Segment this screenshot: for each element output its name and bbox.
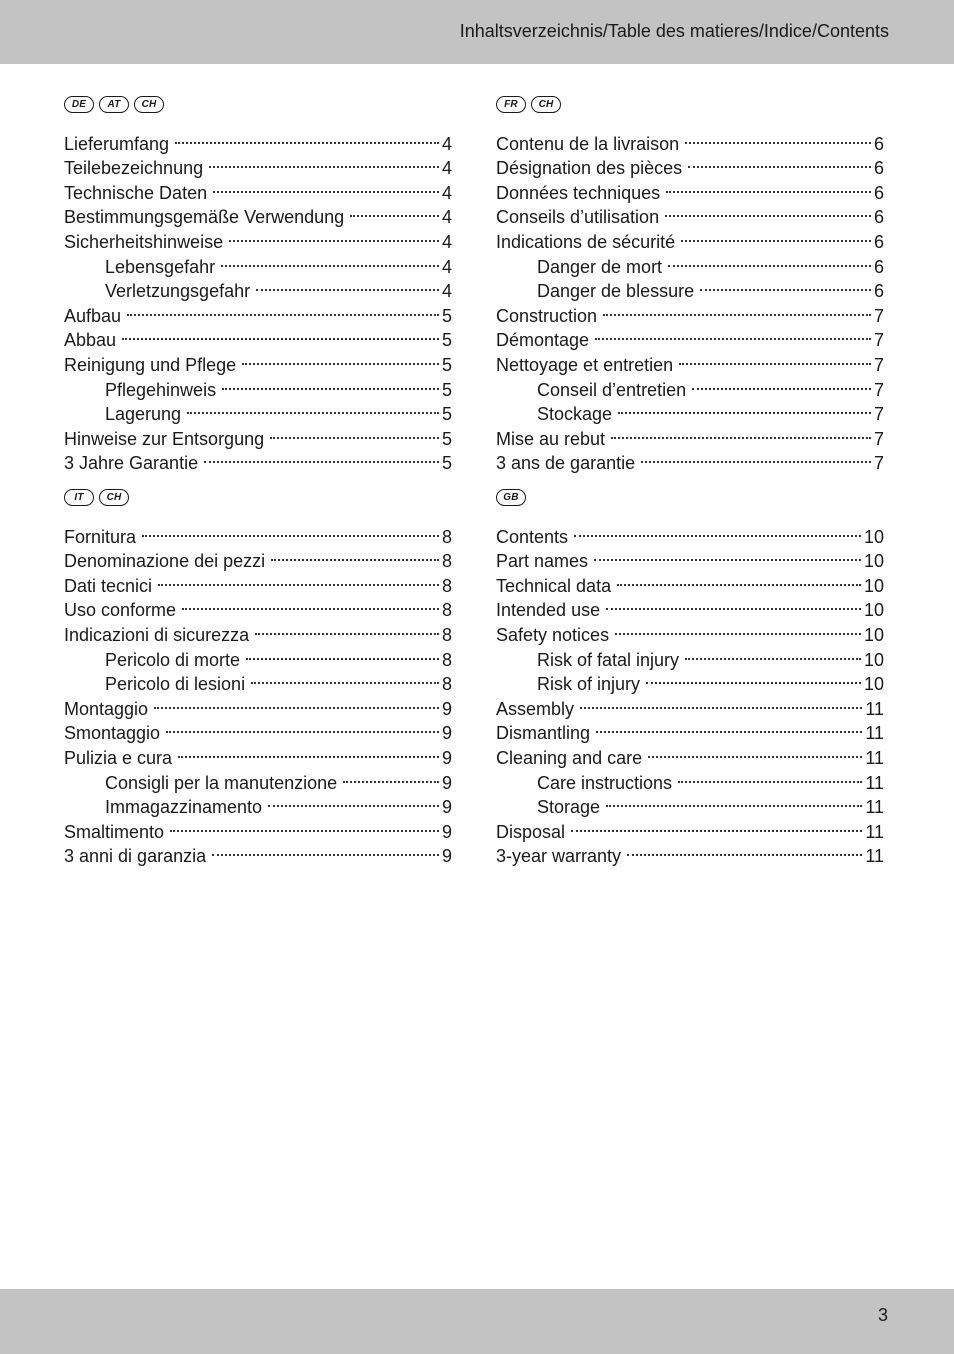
toc-entry-label: Danger de blessure bbox=[537, 281, 695, 302]
dot-leader bbox=[170, 813, 439, 838]
footer-band bbox=[0, 1289, 954, 1354]
page-title: Inhaltsverzeichnis/Table des matieres/Indice/Contents bbox=[459, 21, 889, 41]
toc-entry-label: Smaltimento bbox=[64, 821, 165, 842]
toc-entry-page: 9 bbox=[441, 698, 452, 719]
toc-entry-label: Fornitura bbox=[64, 526, 137, 547]
toc-entry-label: Intended use bbox=[496, 600, 601, 621]
toc-entry-page: 10 bbox=[863, 575, 884, 596]
toc-entry-page: 8 bbox=[441, 575, 452, 596]
toc-entry-label: Risk of fatal injury bbox=[537, 649, 680, 670]
dot-leader bbox=[246, 641, 439, 666]
toc-entry-page: 5 bbox=[441, 305, 452, 326]
dot-leader bbox=[615, 616, 861, 641]
toc-entry-page: 11 bbox=[865, 821, 884, 842]
toc-entry-label: Denominazione dei pezzi bbox=[64, 551, 266, 572]
language-badges bbox=[64, 96, 452, 118]
toc-entry-page: 5 bbox=[441, 404, 452, 425]
dot-leader bbox=[685, 641, 861, 666]
toc-entry-page: 10 bbox=[863, 600, 884, 621]
toc-entry-label: Pulizia e cura bbox=[64, 747, 173, 768]
language-badge-ch: CH bbox=[134, 96, 164, 113]
toc-entry-page: 4 bbox=[441, 182, 452, 203]
toc-entry-label: Données techniques bbox=[496, 182, 661, 203]
dot-leader bbox=[580, 690, 862, 715]
dot-leader bbox=[350, 199, 439, 224]
toc-entry-page: 11 bbox=[865, 698, 884, 719]
toc-entry-label: Disposal bbox=[496, 821, 566, 842]
toc-entry-label: Technical data bbox=[496, 575, 612, 596]
dot-leader bbox=[618, 396, 871, 421]
toc-entry-label: Uso conforme bbox=[64, 600, 177, 621]
dot-leader bbox=[213, 174, 439, 199]
toc-entry-page: 6 bbox=[873, 207, 884, 228]
toc-entry-label: Mise au rebut bbox=[496, 428, 606, 449]
dot-leader bbox=[187, 396, 439, 421]
dot-leader bbox=[681, 223, 871, 248]
dot-leader bbox=[692, 371, 871, 396]
toc-entry-page: 9 bbox=[441, 846, 452, 867]
toc-entry-label: Technische Daten bbox=[64, 182, 208, 203]
toc-entry-label: Aufbau bbox=[64, 305, 122, 326]
toc-entry-label: Dismantling bbox=[496, 723, 591, 744]
toc-entry-label: Storage bbox=[537, 797, 601, 818]
toc-entry-label: Teilebezeichnung bbox=[64, 158, 204, 179]
toc-entry-page: 10 bbox=[863, 674, 884, 695]
toc-entry-label: Dati tecnici bbox=[64, 575, 153, 596]
toc-entry-page: 10 bbox=[863, 624, 884, 645]
toc-entry bbox=[496, 125, 884, 154]
toc-entry-page: 7 bbox=[873, 453, 884, 474]
toc-entry-page: 8 bbox=[441, 649, 452, 670]
dot-leader bbox=[221, 248, 439, 273]
toc-entry-page: 4 bbox=[441, 158, 452, 179]
toc-entry-page: 9 bbox=[441, 747, 452, 768]
toc-entry-label: Stockage bbox=[537, 404, 613, 425]
toc-entry-page: 5 bbox=[441, 330, 452, 351]
dot-leader bbox=[688, 150, 871, 175]
language-badges bbox=[496, 489, 884, 511]
dot-leader bbox=[229, 223, 439, 248]
dot-leader bbox=[665, 199, 871, 224]
toc-entry-page: 6 bbox=[873, 133, 884, 154]
toc-section-gb bbox=[496, 489, 884, 867]
toc-entry-page: 9 bbox=[441, 723, 452, 744]
toc-entry-label: Bestimmungsgemäße Verwendung bbox=[64, 207, 345, 228]
toc-entry-page: 7 bbox=[873, 379, 884, 400]
toc-entry-label: 3 anni di garanzia bbox=[64, 846, 207, 867]
toc-entry-page: 4 bbox=[441, 133, 452, 154]
header-band bbox=[0, 0, 954, 64]
toc-entry bbox=[64, 518, 452, 547]
dot-leader bbox=[127, 297, 439, 322]
toc-entry bbox=[496, 518, 884, 547]
toc-entry-label: Construction bbox=[496, 305, 598, 326]
toc-entry-page: 6 bbox=[873, 158, 884, 179]
dot-leader bbox=[700, 273, 871, 298]
toc-entry-page: 11 bbox=[865, 772, 884, 793]
toc-entry-page: 9 bbox=[441, 772, 452, 793]
toc-entry-page: 7 bbox=[873, 305, 884, 326]
dot-leader bbox=[212, 838, 439, 863]
language-badges bbox=[64, 489, 452, 511]
dot-leader bbox=[595, 322, 871, 347]
toc-section-it bbox=[64, 489, 452, 867]
dot-leader bbox=[158, 567, 439, 592]
toc-entry-label: Conseils d’utilisation bbox=[496, 207, 660, 228]
toc-entry-label: Contenu de la livraison bbox=[496, 133, 680, 154]
toc-entry-page: 6 bbox=[873, 182, 884, 203]
toc-entry-page: 9 bbox=[441, 821, 452, 842]
dot-leader bbox=[166, 715, 439, 740]
toc-entry-label: Lagerung bbox=[105, 404, 182, 425]
dot-leader bbox=[222, 371, 439, 396]
toc-entry-label: Verletzungsgefahr bbox=[105, 281, 251, 302]
toc-entry-page: 11 bbox=[865, 797, 884, 818]
toc-entry-label: Nettoyage et entretien bbox=[496, 354, 674, 375]
toc-entry-page: 8 bbox=[441, 624, 452, 645]
dot-leader bbox=[685, 125, 871, 150]
dot-leader bbox=[175, 125, 439, 150]
dot-leader bbox=[641, 445, 871, 470]
toc-section-fr bbox=[496, 96, 884, 474]
toc-entry-label: Consigli per la manutenzione bbox=[105, 772, 338, 793]
dot-leader bbox=[178, 739, 439, 764]
dot-leader bbox=[343, 764, 439, 789]
toc-entry-label: Conseil d’entretien bbox=[537, 379, 687, 400]
toc-entry-page: 5 bbox=[441, 379, 452, 400]
dot-leader bbox=[204, 445, 439, 470]
toc-entry-label: Pflegehinweis bbox=[105, 379, 217, 400]
dot-leader bbox=[648, 739, 862, 764]
toc-section-de bbox=[64, 96, 452, 474]
toc-entry-page: 8 bbox=[441, 526, 452, 547]
toc-entry-label: Care instructions bbox=[537, 772, 673, 793]
toc-entry-page: 9 bbox=[441, 797, 452, 818]
dot-leader bbox=[666, 174, 871, 199]
dot-leader bbox=[255, 616, 439, 641]
toc-entry-page: 4 bbox=[441, 256, 452, 277]
toc-entry-page: 10 bbox=[863, 551, 884, 572]
dot-leader bbox=[209, 150, 439, 175]
toc-entry-label: Indicazioni di sicurezza bbox=[64, 624, 250, 645]
toc-entry-page: 7 bbox=[873, 330, 884, 351]
toc-entry-page: 5 bbox=[441, 354, 452, 375]
toc-entry-page: 7 bbox=[873, 354, 884, 375]
toc-entry-label: Indications de sécurité bbox=[496, 231, 676, 252]
language-badge-de: DE bbox=[64, 96, 94, 113]
dot-leader bbox=[242, 346, 439, 371]
dot-leader bbox=[646, 666, 861, 691]
toc-entry-page: 4 bbox=[441, 207, 452, 228]
language-badge-ch: CH bbox=[531, 96, 561, 113]
toc-entry-label: 3 ans de garantie bbox=[496, 453, 636, 474]
dot-leader bbox=[606, 789, 862, 814]
toc-entry-label: Assembly bbox=[496, 698, 575, 719]
toc-entry-label: Désignation des pièces bbox=[496, 158, 683, 179]
toc-entry-page: 10 bbox=[863, 649, 884, 670]
toc-entry-label: Immagazzinamento bbox=[105, 797, 263, 818]
dot-leader bbox=[571, 813, 862, 838]
dot-leader bbox=[182, 592, 439, 617]
toc-entry-page: 5 bbox=[441, 453, 452, 474]
toc-entry-label: Reinigung und Pflege bbox=[64, 354, 237, 375]
dot-leader bbox=[611, 420, 871, 445]
language-badge-it: IT bbox=[64, 489, 94, 506]
toc-entry-page: 6 bbox=[873, 256, 884, 277]
toc-entry-label: Hinweise zur Entsorgung bbox=[64, 428, 265, 449]
dot-leader bbox=[270, 420, 439, 445]
dot-leader bbox=[617, 567, 861, 592]
toc-entry-page: 6 bbox=[873, 231, 884, 252]
toc-entry-label: Pericolo di lesioni bbox=[105, 674, 246, 695]
toc-entry bbox=[64, 125, 452, 154]
dot-leader bbox=[668, 248, 871, 273]
dot-leader bbox=[122, 322, 439, 347]
toc-entry-page: 4 bbox=[441, 231, 452, 252]
dot-leader bbox=[679, 346, 871, 371]
toc-entry-page: 8 bbox=[441, 551, 452, 572]
language-badges bbox=[496, 96, 884, 118]
dot-leader bbox=[603, 297, 871, 322]
language-badge-gb: GB bbox=[496, 489, 526, 506]
dot-leader bbox=[154, 690, 439, 715]
toc-entry-label: Danger de mort bbox=[537, 256, 663, 277]
dot-leader bbox=[596, 715, 862, 740]
dot-leader bbox=[594, 543, 861, 568]
toc-entry-label: Contents bbox=[496, 526, 569, 547]
toc-entry-page: 6 bbox=[873, 281, 884, 302]
page-number: 3 bbox=[877, 1305, 888, 1325]
dot-leader bbox=[574, 518, 861, 543]
language-badge-at: AT bbox=[99, 96, 129, 113]
toc-entry-page: 4 bbox=[441, 281, 452, 302]
toc-entry-page: 7 bbox=[873, 428, 884, 449]
dot-leader bbox=[142, 518, 439, 543]
toc-entry-page: 5 bbox=[441, 428, 452, 449]
dot-leader bbox=[606, 592, 861, 617]
toc-entry-label: Démontage bbox=[496, 330, 590, 351]
toc-entry-page: 8 bbox=[441, 674, 452, 695]
toc-entry-label: Smontaggio bbox=[64, 723, 161, 744]
dot-leader bbox=[256, 273, 439, 298]
toc-entry-label: Sicherheitshinweise bbox=[64, 231, 224, 252]
toc-entry bbox=[64, 346, 452, 375]
toc-entry-label: 3-year warranty bbox=[496, 846, 622, 867]
dot-leader bbox=[627, 838, 862, 863]
toc-entry-label: Cleaning and care bbox=[496, 747, 643, 768]
toc-entry-label: Pericolo di morte bbox=[105, 649, 241, 670]
dot-leader bbox=[678, 764, 862, 789]
toc-entry-page: 11 bbox=[865, 846, 884, 867]
toc-entry-label: Risk of injury bbox=[537, 674, 641, 695]
language-badge-fr: FR bbox=[496, 96, 526, 113]
dot-leader bbox=[268, 789, 439, 814]
dot-leader bbox=[271, 543, 439, 568]
toc-entry-label: 3 Jahre Garantie bbox=[64, 453, 199, 474]
toc-entry-page: 8 bbox=[441, 600, 452, 621]
toc-entry-label: Abbau bbox=[64, 330, 117, 351]
dot-leader bbox=[251, 666, 439, 691]
toc-entry bbox=[64, 322, 452, 351]
toc-entry-label: Montaggio bbox=[64, 698, 149, 719]
toc-entry-label: Lebensgefahr bbox=[105, 256, 216, 277]
toc-entry-page: 7 bbox=[873, 404, 884, 425]
toc-entry-label: Safety notices bbox=[496, 624, 610, 645]
toc-entry-page: 11 bbox=[865, 723, 884, 744]
language-badge-ch: CH bbox=[99, 489, 129, 506]
toc-entry-page: 11 bbox=[865, 747, 884, 768]
toc-entry-label: Lieferumfang bbox=[64, 133, 170, 154]
toc-entry-label: Part names bbox=[496, 551, 589, 572]
toc-entry-page: 10 bbox=[863, 526, 884, 547]
